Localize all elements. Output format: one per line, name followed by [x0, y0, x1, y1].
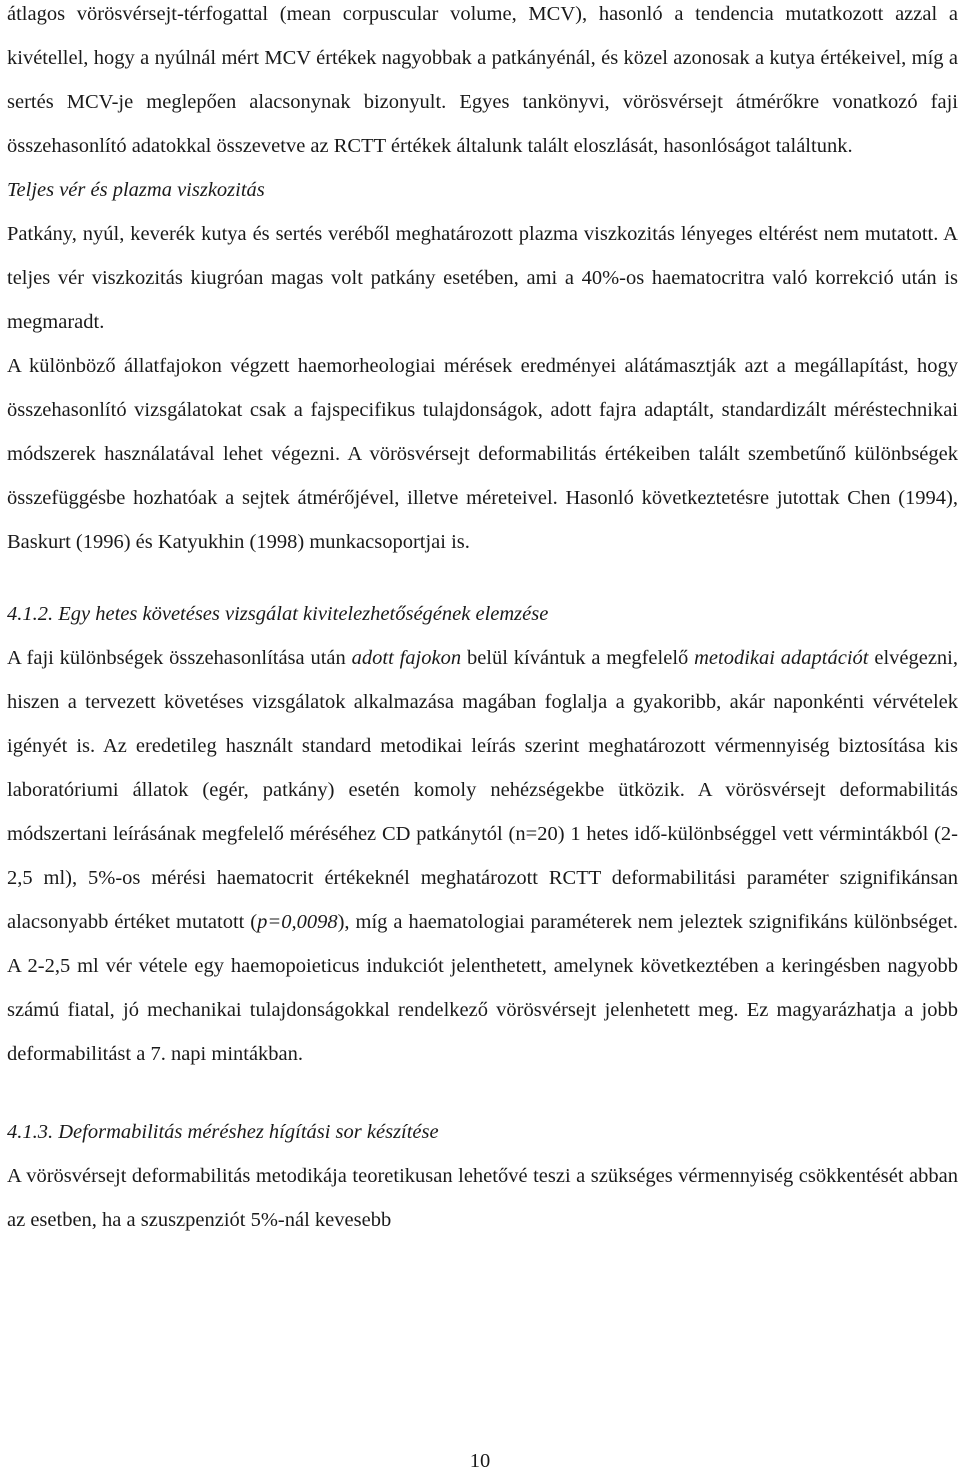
subsection-heading-viscosity: Teljes vér és plazma viszkozitás — [7, 179, 265, 201]
p-value-text: p=0,0098 — [257, 911, 338, 933]
emphasis-text: adott fajokon — [351, 647, 462, 669]
body-paragraph: A különböző állatfajokon végzett haemorheologiai mérések eredményei alátámasztják azt a megállapítást, hogy összehasonlító vizsgálatokat csak a fajspecifikus tulajdonságok, adott fajra adaptált, standardizált méréstechnikai módszerek használatával lehet végezni. A vörösvérsejt deformabilitás értékeiben talált szembetűnő különbségek összefüggésbe hozhatóak a sejtek átmérőjével, illetve méreteivel. Hasonló következtetésre jutottak Chen (1994), Baskurt (1996) és Katyukhin (1998) munkacsoportjai is. — [7, 355, 958, 553]
spacer — [7, 1076, 958, 1110]
text-run: ), míg a haematologiai paraméterek nem jeleztek szignifikáns különbséget. A 2-2,5 ml vér vétele egy haemopoieticus indukciót jelenthetett, amelynek következtében a keringésben nagyobb számú fiatal, jó mechanikai tulajdonságokkal rendelkező vörösvérsejt jelenhetett meg. Ez magyarázhatja a jobb deformabilitást a 7. napi mintákban. — [7, 911, 958, 1065]
text-run: belül kívántuk a megfelelő — [461, 647, 695, 669]
document-page — [7, 0, 958, 1242]
spacer — [7, 564, 958, 592]
body-paragraph: A vörösvérsejt deformabilitás metodikája teoretikusan lehetővé teszi a szükséges vérmennyiség csökkentését abban az esetben, ha a szuszpenziót 5%-nál kevesebb — [7, 1165, 958, 1231]
text-run: elvégezni, hiszen a tervezett követéses vizsgálatok alkalmazása magában foglalja a gyakoribb, akár naponkénti vérvételek igényét is. Az eredetileg használt standard metodikai leírás szerint meghatározott vérmennyiség biztosítása kis laboratóriumi állatok (egér, patkány) esetén komoly nehézségekbe ütközik. A vörösvérsejt deformabilitás módszertani leírásának megfelelő méréséhez CD patkánytól (n=20) 1 hetes idő-különbséggel vett vérmintákból (2-2,5 ml), 5%-os mérési haematocrit értékeknél meghatározott RCTT deformabilitási paraméter szignifikánsan alacsonyabb értéket mutatott ( — [7, 647, 959, 933]
page-number: 10 — [469, 1450, 491, 1472]
body-paragraph — [7, 636, 958, 1076]
body-paragraph: Patkány, nyúl, keverék kutya és sertés veréből meghatározott plazma viszkozitás lényeges eltérést nem mutatott. A teljes vér viszkozitás kiugróan magas volt patkány esetében, ami a 40%-os haematocritra való korrekció után is megmaradt. — [7, 223, 958, 333]
emphasis-text: metodikai adaptációt — [694, 647, 869, 669]
section-heading-4-1-3: 4.1.3. Deformabilitás méréshez hígítási sor készítése — [7, 1121, 439, 1143]
text-run: A faji különbségek összehasonlítása után — [7, 647, 352, 669]
body-paragraph: átlagos vörösvérsejt-térfogattal (mean corpuscular volume, MCV), hasonló a tendencia mutatkozott azzal a kivétellel, hogy a nyúlnál mért MCV értékek nagyobbak a patkányénál, és közel azonosak a kutya értékeivel, míg a sertés MCV-je meglepően alacsonynak bizonyult. Egyes tankönyvi, vörösvérsejt átmérőkre vonatkozó faji összehasonlító adatokkal összevetve az RCTT értékek általunk talált eloszlását, hasonlóságot találtunk. — [7, 3, 958, 157]
section-heading-4-1-2: 4.1.2. Egy hetes követéses vizsgálat kivitelezhetőségének elemzése — [7, 603, 549, 625]
